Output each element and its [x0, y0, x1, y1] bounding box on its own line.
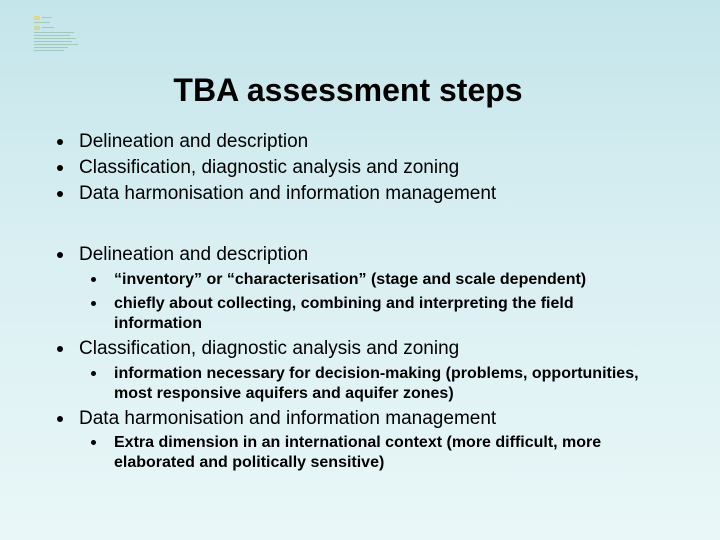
logo-mark: [34, 16, 40, 20]
sub-bullet-dot: [91, 301, 96, 306]
logo-line: [34, 38, 76, 39]
bullet-dot: [57, 346, 63, 352]
bullet-dot: [57, 139, 63, 145]
sub-bullet-dot: [91, 371, 96, 376]
logo-line: [34, 41, 72, 42]
bullet-dot: [57, 416, 63, 422]
summary-item: Classification, diagnostic analysis and zoning: [79, 157, 460, 178]
logo-line: [34, 35, 70, 36]
logo-line: [34, 22, 50, 23]
bullet-dot: [57, 252, 63, 258]
summary-item: Delineation and description: [79, 131, 309, 152]
logo-line: [34, 50, 64, 51]
logo-line: [42, 27, 54, 28]
logo-line: [42, 17, 52, 18]
section-item: information necessary for decision-making (problems, opportunities, most responsive aquifers and aquifer zones): [114, 365, 639, 402]
logo-line: [34, 44, 78, 45]
sub-bullet-dot: [91, 440, 96, 445]
logo-icon: [34, 14, 80, 54]
slide-title: TBA assessment steps: [173, 72, 523, 108]
section-item: chiefly about collecting, combining and interpreting the field information: [114, 295, 574, 332]
logo-line: [34, 32, 74, 33]
bullet-dot: [57, 165, 63, 171]
section-heading: Classification, diagnostic analysis and zoning: [79, 338, 460, 359]
section-item: Extra dimension in an international context (more difficult, more elaborated and politically sensitive): [114, 434, 602, 471]
logo-line: [34, 47, 68, 48]
logo-mark: [34, 26, 40, 30]
sub-bullet-dot: [91, 277, 96, 282]
section-item: “inventory” or “characterisation” (stage and scale dependent): [114, 271, 587, 288]
bullet-dot: [57, 191, 63, 197]
section-heading: Delineation and description: [79, 244, 309, 265]
section-heading: Data harmonisation and information management: [79, 408, 497, 429]
summary-item: Data harmonisation and information management: [79, 183, 497, 204]
